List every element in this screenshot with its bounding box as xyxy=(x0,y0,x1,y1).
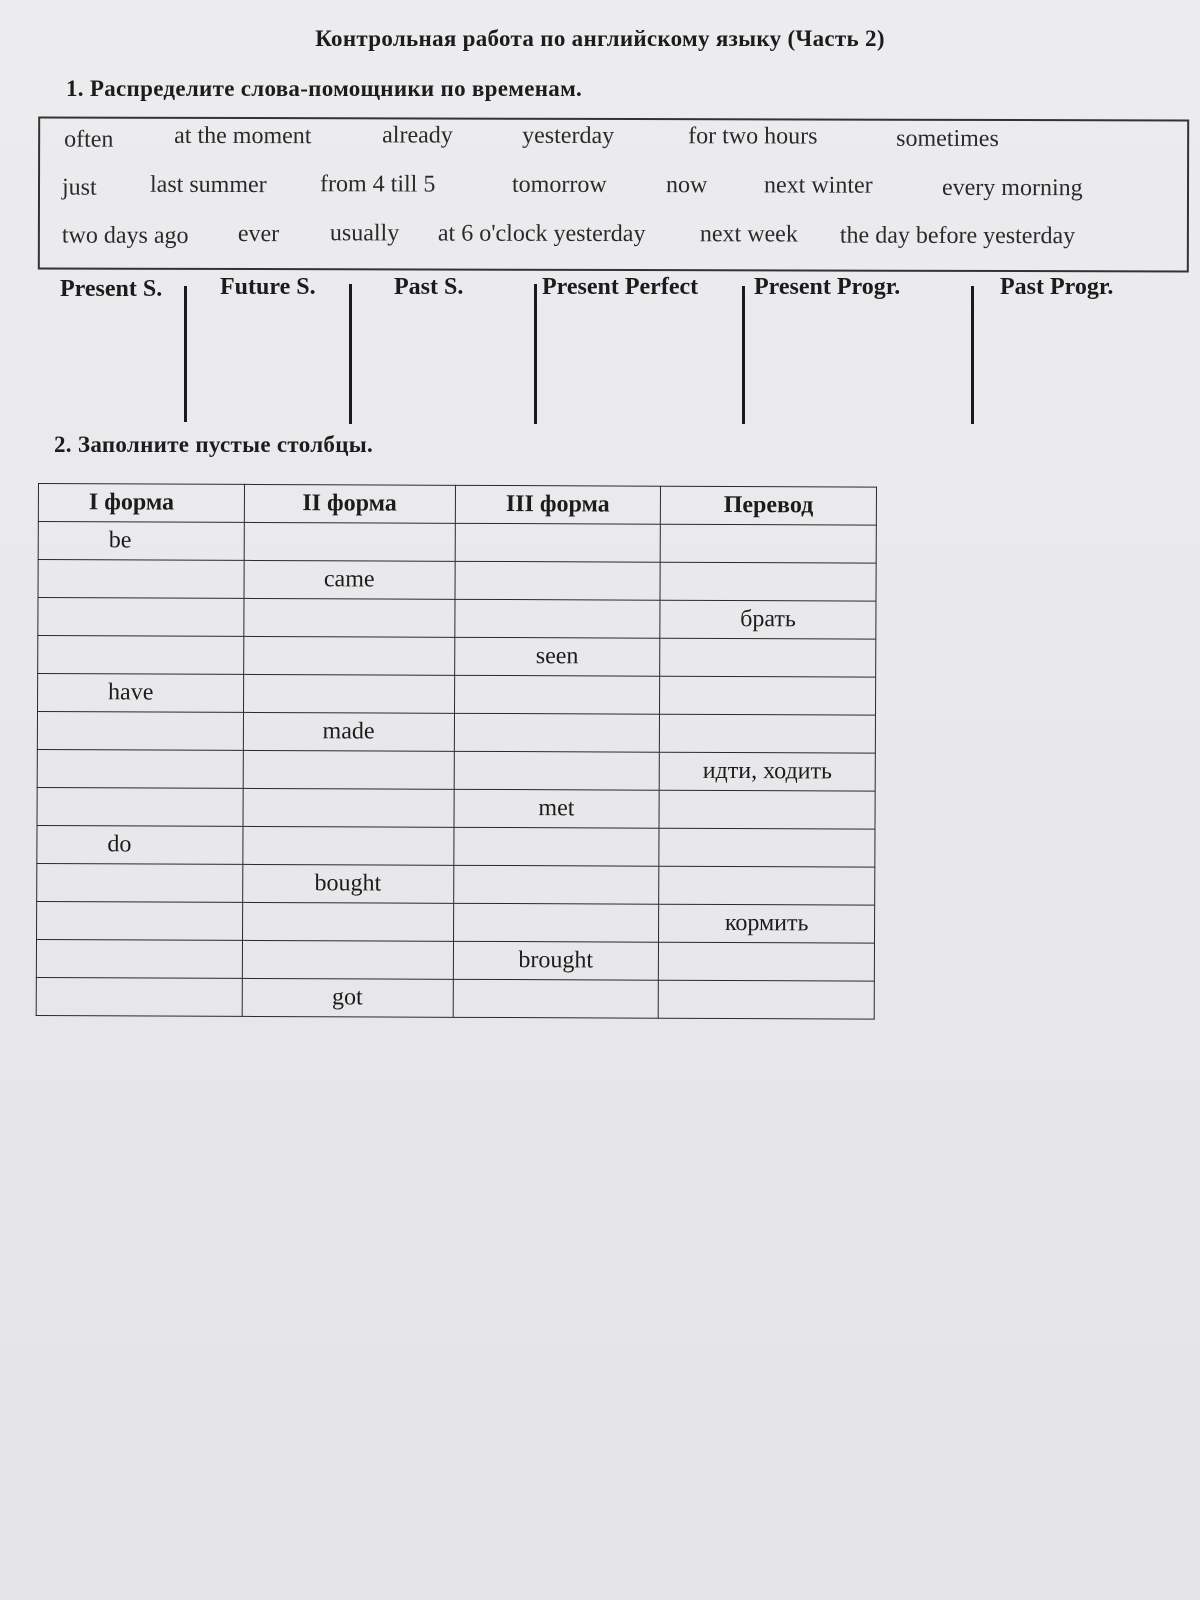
helper-word: tomorrow xyxy=(511,171,607,198)
helper-word: next week xyxy=(699,221,798,248)
table-cell[interactable] xyxy=(453,979,659,1018)
task2-heading: 2. Заполните пустые столбцы. xyxy=(54,432,374,457)
table-cell[interactable]: met xyxy=(454,789,660,828)
column-divider xyxy=(742,286,745,424)
table-cell[interactable] xyxy=(37,712,243,751)
table-cell[interactable] xyxy=(454,713,660,752)
task1-heading: 1. Распределите слова-помощники по временам. xyxy=(66,76,583,101)
table-cell[interactable] xyxy=(659,942,875,981)
table-row xyxy=(37,787,875,829)
helper-word: from 4 till 5 xyxy=(319,171,436,198)
helper-word: ever xyxy=(237,221,280,248)
helper-word: now xyxy=(665,172,708,199)
column-divider xyxy=(184,286,187,422)
table-cell[interactable] xyxy=(660,562,876,601)
table-cell[interactable] xyxy=(244,598,455,637)
table-cell[interactable] xyxy=(36,977,242,1016)
table-row xyxy=(37,863,875,905)
table-cell[interactable] xyxy=(660,524,876,563)
table-cell[interactable] xyxy=(660,714,876,753)
table-row xyxy=(38,522,876,564)
table-row xyxy=(38,636,876,678)
header-third-form: III форма xyxy=(455,485,661,524)
table-cell[interactable] xyxy=(453,865,659,904)
table-cell[interactable] xyxy=(37,863,243,902)
table-cell[interactable]: have xyxy=(38,674,244,713)
helper-word: last summer xyxy=(149,171,267,199)
table-cell[interactable] xyxy=(659,866,875,905)
table-cell[interactable] xyxy=(454,751,660,790)
table-cell[interactable]: brought xyxy=(453,941,659,980)
table-cell[interactable] xyxy=(659,828,875,867)
table-row xyxy=(38,560,876,602)
column-divider xyxy=(971,286,974,424)
table-cell[interactable]: got xyxy=(242,978,453,1017)
table-row xyxy=(36,939,874,981)
table-cell[interactable] xyxy=(243,826,454,865)
tense-present-simple: Present S. xyxy=(60,276,163,302)
header-second-form: II форма xyxy=(244,484,455,523)
helper-word: at the moment xyxy=(174,122,312,150)
helper-word: already xyxy=(382,122,453,149)
table-cell[interactable]: идти, ходить xyxy=(659,752,875,791)
table-cell[interactable]: came xyxy=(244,560,455,599)
tense-past-simple: Past S. xyxy=(394,274,464,300)
column-divider xyxy=(534,284,537,424)
table-cell[interactable] xyxy=(454,675,660,714)
table-row xyxy=(36,977,874,1019)
table-cell[interactable] xyxy=(243,750,454,789)
table-cell[interactable] xyxy=(660,676,876,715)
table-cell[interactable]: брать xyxy=(660,600,876,639)
table-cell[interactable] xyxy=(455,523,661,562)
table-cell[interactable] xyxy=(38,598,244,637)
table-cell[interactable] xyxy=(453,903,659,942)
table-cell[interactable] xyxy=(243,788,454,827)
table-cell[interactable] xyxy=(453,827,659,866)
tense-present-progressive: Present Progr. xyxy=(754,274,901,300)
table-cell[interactable] xyxy=(38,560,244,599)
table-cell[interactable] xyxy=(37,901,243,940)
table-cell[interactable]: seen xyxy=(454,637,660,676)
table-cell[interactable] xyxy=(243,674,454,713)
table-row xyxy=(38,674,876,716)
table-cell[interactable] xyxy=(242,940,453,979)
verb-forms-table xyxy=(36,483,877,1020)
table-cell[interactable] xyxy=(658,980,874,1019)
table-row xyxy=(38,598,876,640)
helper-word: at 6 o'clock yesterday xyxy=(437,220,646,248)
table-cell[interactable] xyxy=(455,561,661,600)
table-row xyxy=(37,825,875,867)
helper-word: sometimes xyxy=(896,125,999,153)
table-row xyxy=(37,712,875,754)
table-row xyxy=(37,749,875,791)
table-cell[interactable] xyxy=(243,636,454,675)
table-row xyxy=(37,901,875,943)
header-translation: Перевод xyxy=(661,486,877,525)
table-cell[interactable] xyxy=(36,939,242,978)
helper-word: the day before yesterday xyxy=(839,222,1076,250)
header-first-form: I форма xyxy=(38,484,244,523)
table-cell[interactable] xyxy=(660,638,876,677)
table-header-row xyxy=(38,484,876,526)
tense-past-progressive: Past Progr. xyxy=(1000,274,1114,300)
table-cell[interactable] xyxy=(454,599,660,638)
tense-future-simple: Future S. xyxy=(220,274,316,300)
table-cell[interactable] xyxy=(244,522,455,561)
table-cell[interactable] xyxy=(38,636,244,675)
table-cell[interactable] xyxy=(242,902,453,941)
helper-word: often xyxy=(64,126,114,153)
tense-present-perfect: Present Perfect xyxy=(542,274,699,300)
table-cell[interactable]: кормить xyxy=(659,904,875,943)
helper-word: just xyxy=(61,174,97,201)
table-cell[interactable]: bought xyxy=(242,864,453,903)
table-cell[interactable] xyxy=(37,787,243,826)
helper-words-box xyxy=(38,116,1189,272)
worksheet-title: Контрольная работа по английскому языку (Часть 2) xyxy=(315,26,885,51)
helper-word: two days ago xyxy=(61,222,189,249)
table-cell[interactable] xyxy=(37,749,243,788)
helper-word: for two hours xyxy=(688,123,818,150)
table-cell[interactable]: be xyxy=(38,522,244,561)
helper-word: next winter xyxy=(763,172,873,199)
table-cell[interactable] xyxy=(659,790,875,829)
helper-word: every morning xyxy=(941,174,1083,202)
helper-word: yesterday xyxy=(522,122,615,150)
helper-word: usually xyxy=(329,220,400,247)
column-divider xyxy=(349,284,352,424)
table-cell[interactable]: made xyxy=(243,712,454,751)
table-cell[interactable]: do xyxy=(37,825,243,864)
